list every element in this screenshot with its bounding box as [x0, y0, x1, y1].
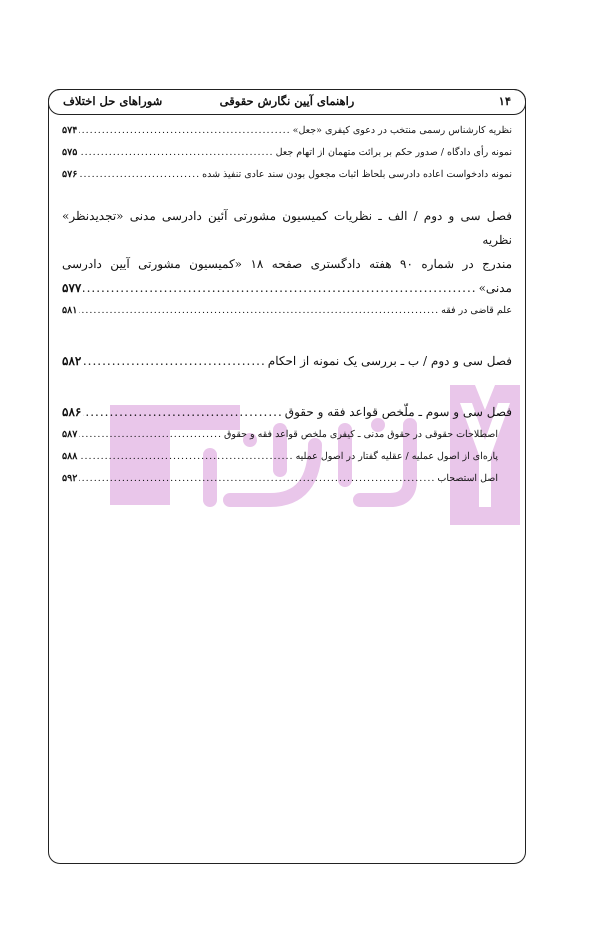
toc-chapter-page: ۵۸۲ [62, 354, 82, 368]
toc-entry-title: نظریه کارشناس رسمی منتخب در دعوی کیفری «جعل» [292, 125, 512, 136]
toc-entry [62, 276, 512, 300]
toc-entry-title: نمونه دادخواست اعاده دادرسی بلحاظ اثبات مجعول بودن سند عادی تنفیذ شده [202, 169, 512, 180]
toc-chapter-page: ۵۸۶ [62, 405, 82, 419]
page-number: ۱۴ [498, 94, 511, 108]
toc-entry-page: ۵۹۲ [62, 473, 78, 484]
toc-chapter-title: فصل سی و سوم ـ ملّخص قواعد فقه و حقوق [284, 405, 512, 419]
toc-entry [62, 164, 512, 186]
toc-entry-title: پاره‌ای از اصول عملیه / عقلیه گفتار در اصول عملیه [295, 451, 498, 462]
section-title: شوراهای حل اختلاف [63, 94, 163, 108]
toc-entry-title: اصطلاحات حقوقی در حقوق مدنی ـ کیفری ملخص قواعد فقه و حقوق [224, 429, 498, 440]
toc-entry-title: اصل استصحاب [437, 473, 498, 484]
leader-dots [79, 468, 435, 490]
leader-dots [79, 120, 290, 142]
toc-entry-title: مدنی» [478, 281, 512, 295]
toc-entry [62, 468, 512, 490]
toc-entry-page: ۵۷۷ [62, 281, 82, 295]
toc-content [62, 120, 512, 490]
toc-entry [62, 300, 512, 322]
leader-dots [79, 164, 200, 186]
toc-entry-page: ۵۸۷ [62, 429, 78, 440]
leader-dots [83, 276, 476, 300]
toc-chapter [62, 348, 512, 374]
leader-dots [79, 446, 293, 468]
toc-entry-title: نمونه رأی دادگاه / صدور حکم بر برائت متهمان از اتهام جعل [275, 147, 512, 158]
toc-entry-page: ۵۸۱ [62, 305, 78, 316]
leader-dots [79, 424, 222, 446]
leader-dots [79, 142, 273, 164]
leader-dots [79, 300, 439, 322]
toc-entry-page: ۵۷۶ [62, 169, 78, 180]
chapter-heading-line: فصل سی و دوم / الف ـ نظریات کمیسیون مشورتی آئین دادرسی مدنی «تجدیدنظر» نظریه [62, 209, 512, 247]
toc-entry [62, 142, 512, 164]
leader-dots [83, 348, 265, 374]
toc-entry-page: ۵۸۸ [62, 451, 78, 462]
toc-entry-page: ۵۷۴ [62, 125, 78, 136]
toc-chapter-title: فصل سی و دوم / ب ـ بررسی یک نمونه از احکام [267, 354, 512, 368]
toc-entry [62, 446, 512, 468]
book-title: راهنمای آیین نگارش حقوقی [219, 94, 355, 108]
toc-entry [62, 120, 512, 142]
toc-entry-page: ۵۷۵ [62, 147, 78, 158]
toc-chapter [62, 400, 512, 424]
toc-entry-title: علم قاضی در فقه [441, 305, 512, 316]
chapter-heading-line: مندرج در شماره ۹۰ هفته دادگستری صفحه ۱۸ «کمیسیون مشورتی آیین دادرسی [62, 257, 512, 271]
toc-entry [62, 424, 512, 446]
leader-dots [83, 400, 282, 424]
